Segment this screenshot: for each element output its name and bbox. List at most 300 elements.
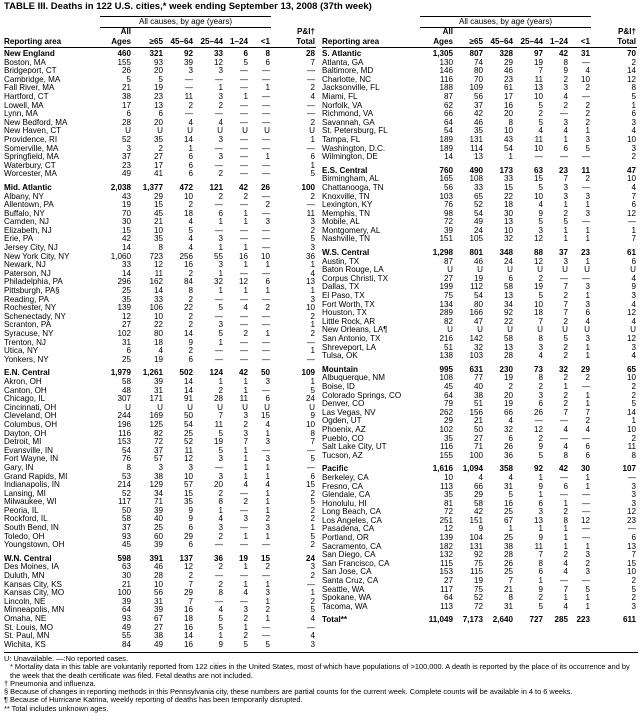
value-cell: 1 — [563, 525, 568, 534]
table-row — [322, 227, 637, 236]
value-cell: 2 — [563, 352, 568, 361]
reporting-area-cell: Akron, OH — [4, 377, 42, 386]
value-cell: 58 — [503, 335, 513, 343]
value-cell: 9 — [538, 443, 543, 452]
value-cell: 2 — [563, 292, 568, 301]
reporting-area-cell: Lowell, MA — [4, 101, 44, 110]
header-row-bottom — [322, 37, 637, 48]
value-cell: 40 — [473, 382, 483, 391]
value-cell: 3 — [538, 343, 543, 352]
value-cell: 4 — [265, 481, 271, 490]
value-cell: — — [261, 101, 271, 110]
value-cell: 3 — [310, 244, 316, 253]
value-cell: 131 — [469, 135, 483, 144]
value-cell: 52 — [473, 594, 483, 603]
value-cell: 4 — [563, 568, 568, 577]
table-row — [4, 473, 316, 482]
reporting-area-cell: Scranton, PA — [4, 321, 52, 330]
table-row — [322, 110, 637, 119]
value-cell: 97 — [533, 49, 543, 58]
value-cell: — — [306, 144, 316, 153]
value-cell: 16 — [238, 252, 248, 261]
total-value-cell: 727 — [529, 615, 543, 625]
reporting-area-cell: Baltimore, MD — [322, 67, 374, 76]
value-cell: 4 — [508, 417, 513, 426]
value-cell: 50 — [473, 425, 483, 434]
value-cell: 39 — [153, 377, 163, 386]
value-cell: — — [581, 274, 591, 283]
value-cell: 165 — [439, 175, 453, 184]
value-cell: 27 — [153, 153, 163, 162]
value-cell: — — [261, 572, 271, 581]
value-cell: 4 — [310, 269, 316, 278]
value-cell: 70 — [121, 209, 131, 218]
value-cell: 3 — [585, 192, 591, 201]
value-cell: 6 — [126, 110, 131, 119]
value-cell: U — [157, 403, 163, 412]
value-cell: 6 — [585, 451, 591, 460]
value-cell: 1 — [310, 261, 316, 270]
value-cell: 5 — [310, 606, 316, 615]
value-cell: 51 — [473, 400, 483, 409]
all-ages-header-top: All — [120, 27, 131, 37]
value-cell: 39 — [153, 541, 163, 550]
value-cell: 37 — [153, 446, 163, 455]
reporting-area-cell: San Francisco, CA — [322, 559, 390, 568]
value-cell: 33 — [473, 183, 483, 192]
table-row — [322, 119, 637, 128]
table-body-right — [322, 48, 637, 626]
table-row — [4, 507, 316, 516]
table-row — [4, 563, 316, 572]
all-ages-header-bottom: Ages — [420, 37, 454, 48]
table-row — [322, 93, 637, 102]
value-cell: 56 — [443, 183, 453, 192]
value-cell: 2 — [265, 563, 271, 572]
value-cell: 1 — [188, 144, 193, 153]
age-25-44-header: 25–44 — [194, 37, 224, 48]
reporting-area-cell: Yonkers, NY — [4, 355, 49, 364]
value-cell: 230 — [499, 364, 513, 374]
value-cell: 4 — [631, 317, 637, 326]
value-cell: 82 — [443, 317, 453, 326]
value-cell: 12 — [153, 261, 163, 270]
value-cell: 472 — [179, 182, 193, 192]
reporting-area-cell: Tampa, FL — [322, 135, 361, 144]
reporting-area-cell: Albuquerque, NM — [322, 374, 385, 383]
value-cell: 502 — [179, 368, 193, 378]
reporting-area-cell: Tulsa, OK — [322, 352, 358, 361]
value-cell: — — [581, 491, 591, 500]
region-row — [322, 247, 637, 258]
table-row — [322, 483, 637, 492]
value-cell: 30 — [581, 464, 591, 474]
value-cell: 3 — [631, 343, 637, 352]
value-cell: 55 — [213, 252, 223, 261]
value-cell: 113 — [440, 482, 453, 491]
reporting-area-cell: Buffalo, NY — [4, 209, 45, 218]
value-cell: 5 — [218, 429, 223, 438]
value-cell: 3 — [585, 335, 591, 343]
value-cell: 10 — [503, 127, 513, 136]
reporting-area-cell: Los Angeles, CA — [322, 516, 382, 525]
value-cell: 21 — [473, 417, 483, 426]
value-cell: 1 — [538, 577, 543, 586]
value-cell: 124 — [209, 368, 223, 378]
pi-header-bottom: Total — [591, 37, 637, 48]
value-cell: 5 — [585, 585, 591, 594]
value-cell: 2 — [310, 118, 316, 127]
value-cell: 103 — [469, 352, 483, 361]
table-row — [322, 551, 637, 560]
value-cell: 10 — [627, 374, 637, 383]
value-cell: 27 — [443, 577, 453, 586]
value-cell: U — [630, 326, 637, 335]
header-group-row — [322, 17, 637, 28]
footnote-total: ** Total includes unknown ages. — [4, 703, 109, 713]
value-cell: 52 — [121, 135, 131, 144]
value-cell: 2 — [218, 101, 223, 110]
value-cell: — — [261, 135, 271, 144]
value-cell: 7 — [631, 235, 637, 244]
value-cell: 16 — [503, 499, 513, 508]
value-cell: 2 — [538, 594, 543, 603]
value-cell: 63 — [533, 165, 543, 175]
reporting-area-cell: Boston, MA — [4, 58, 46, 67]
reporting-area-cell: Fall River, MA — [4, 84, 55, 93]
value-cell: 5 — [538, 183, 543, 192]
value-cell: 109 — [301, 368, 316, 378]
reporting-area-cell: San Diego, CA — [322, 551, 376, 560]
value-cell: 30 — [121, 218, 131, 227]
table-row — [4, 261, 316, 270]
table-row — [4, 356, 316, 365]
value-cell: 31 — [581, 49, 591, 58]
value-cell: 1 — [243, 532, 248, 541]
value-cell: 57 — [153, 455, 163, 464]
value-cell: 75 — [473, 585, 483, 594]
reporting-area-cell: Birmingham, AL — [322, 175, 380, 184]
value-cell: 107 — [622, 464, 637, 474]
value-cell: — — [261, 386, 271, 395]
value-cell: 64 — [443, 594, 453, 603]
value-cell: 189 — [439, 135, 453, 144]
value-cell: 7 — [188, 597, 193, 606]
reporting-area-cell: Springfield, MA — [4, 153, 59, 162]
value-cell: 92 — [473, 551, 483, 560]
value-cell: 72 — [473, 602, 483, 611]
reporting-area-cell: Utica, NY — [4, 347, 39, 356]
value-cell: 7 — [563, 585, 568, 594]
value-cell: 108 — [469, 175, 483, 184]
value-cell: — — [261, 541, 271, 550]
value-cell: 3 — [310, 295, 316, 304]
value-cell: 1 — [563, 542, 568, 551]
age-under-1-header: <1 — [569, 37, 591, 48]
value-cell: 2 — [310, 597, 316, 606]
value-cell: 9 — [538, 534, 543, 543]
value-cell: 19 — [533, 58, 543, 67]
value-cell: — — [261, 347, 271, 356]
reporting-area-cell: Memphis, TN — [322, 209, 370, 218]
value-cell: 47 — [627, 165, 637, 175]
reporting-area-cell: Lexington, KY — [322, 201, 373, 210]
value-cell: 169 — [149, 412, 163, 421]
value-cell: 4 — [188, 118, 193, 127]
value-cell: 38 — [153, 472, 163, 481]
table-row — [322, 560, 637, 569]
value-cell: 29 — [153, 192, 163, 201]
value-cell: 2 — [243, 420, 248, 429]
value-cell: 2 — [310, 312, 316, 321]
value-cell: 43 — [503, 135, 513, 144]
value-cell: — — [214, 144, 223, 153]
reporting-area-cell: Minneapolis, MN — [4, 606, 65, 615]
value-cell: 2 — [631, 434, 637, 443]
value-cell: 14 — [183, 135, 193, 144]
value-cell: 92 — [503, 309, 513, 318]
table-row — [322, 292, 637, 301]
value-cell: 52 — [473, 201, 483, 210]
value-cell: 17 — [503, 92, 513, 101]
value-cell: 4 — [631, 352, 637, 361]
value-cell: 3 — [243, 515, 248, 524]
table-row — [4, 287, 316, 296]
right-panel — [322, 16, 637, 625]
value-cell: 27 — [443, 274, 453, 283]
value-cell: 29 — [473, 491, 483, 500]
value-cell: 76 — [121, 455, 131, 464]
reporting-area-cell: San Jose, CA — [322, 568, 372, 577]
value-cell: — — [239, 101, 248, 110]
value-cell: 4 — [563, 443, 568, 452]
value-cell: 14 — [153, 287, 163, 296]
value-cell: — — [261, 632, 271, 641]
reporting-area-cell: Portland, OR — [322, 534, 369, 543]
value-cell: — — [184, 75, 193, 84]
value-cell: 116 — [118, 429, 131, 438]
table-row — [4, 170, 316, 179]
value-cell: 4 — [538, 127, 543, 136]
reporting-area-cell: Cleveland, OH — [4, 412, 57, 421]
value-cell: 38 — [473, 391, 483, 400]
value-cell: — — [214, 355, 223, 364]
value-cell: 39 — [183, 58, 193, 67]
value-cell: 27 — [153, 623, 163, 632]
value-cell: 1 — [265, 84, 271, 93]
value-cell: 12 — [183, 563, 193, 572]
value-cell: 76 — [443, 201, 453, 210]
table-row — [322, 210, 637, 219]
value-cell: 2 — [218, 580, 223, 589]
value-cell: U — [187, 403, 193, 412]
value-cell: — — [214, 572, 223, 581]
value-cell: 115 — [440, 559, 453, 568]
value-cell: 7 — [218, 412, 223, 421]
age-group-label: All causes, by age (years) — [100, 17, 271, 28]
table-row — [322, 218, 637, 227]
header-row-top — [4, 28, 316, 38]
reporting-area-cell: Toledo, OH — [4, 532, 45, 541]
value-cell: U — [537, 326, 543, 335]
value-cell: 51 — [443, 343, 453, 352]
table-row — [322, 266, 637, 275]
value-cell: 5 — [538, 602, 543, 611]
table-row — [4, 270, 316, 279]
value-cell: 117 — [440, 585, 453, 594]
reporting-area-cell: Albany, NY — [4, 192, 44, 201]
value-cell: 12 — [443, 525, 453, 534]
value-cell: 8 — [188, 287, 193, 296]
value-cell: 5 — [218, 623, 223, 632]
value-cell: 53 — [121, 472, 131, 481]
value-cell: 2 — [585, 559, 591, 568]
value-cell: 9 — [188, 338, 193, 347]
value-cell: 100 — [301, 182, 316, 192]
table-row — [4, 235, 316, 244]
value-cell: 12 — [627, 335, 637, 343]
value-cell: 47 — [473, 317, 483, 326]
reporting-area-header: Reporting area — [322, 37, 420, 48]
value-cell: — — [261, 446, 271, 455]
value-cell: — — [559, 274, 568, 283]
reporting-area-cell: S. Atlantic — [322, 49, 362, 58]
table-row — [4, 421, 316, 430]
value-cell: — — [261, 269, 271, 278]
value-cell: 2 — [188, 269, 193, 278]
value-cell: 2 — [563, 101, 568, 110]
reporting-area-cell: Savannah, GA — [322, 118, 375, 127]
value-cell: 6 — [631, 110, 637, 119]
value-cell: 5 — [218, 330, 223, 338]
total-value-cell: 2,640 — [492, 615, 513, 625]
value-cell: 1 — [243, 623, 248, 632]
table-row — [322, 452, 637, 461]
total-label: Total** — [322, 615, 348, 625]
reporting-area-cell: New York City, NY — [4, 252, 70, 261]
value-cell: 3 — [243, 412, 248, 421]
value-cell: — — [239, 201, 248, 210]
value-cell: 348 — [499, 248, 513, 258]
value-cell: 10 — [627, 175, 637, 184]
value-cell: 2 — [188, 347, 193, 356]
value-cell: 19 — [153, 355, 163, 364]
value-cell: 2 — [508, 382, 513, 391]
total-value-cell: 611 — [622, 615, 637, 625]
value-cell: 15 — [261, 412, 271, 421]
reporting-area-cell: Mid. Atlantic — [4, 182, 52, 192]
value-cell: 17 — [121, 101, 131, 110]
value-cell: 1 — [585, 602, 591, 611]
value-cell: 19 — [153, 84, 163, 93]
header-row-top — [322, 28, 637, 38]
value-cell: 7 — [243, 438, 248, 447]
value-cell: 42 — [558, 49, 568, 58]
reporting-area-cell: Corpus Christi, TX — [322, 274, 388, 283]
value-cell: 151 — [439, 235, 453, 244]
table-row — [4, 533, 316, 542]
value-cell: 2 — [218, 489, 223, 498]
value-cell: 3 — [563, 257, 568, 266]
value-cell: 5 — [538, 292, 543, 301]
reporting-area-cell: Gary, IN — [4, 463, 34, 472]
value-cell: 18 — [183, 209, 193, 218]
value-cell: — — [581, 508, 591, 517]
value-cell: 2 — [310, 489, 316, 498]
value-cell: 5 — [265, 640, 271, 649]
value-cell: 10 — [306, 304, 316, 313]
value-cell: 391 — [149, 553, 163, 563]
value-cell: 1,060 — [110, 252, 131, 261]
value-cell: 121 — [209, 182, 223, 192]
value-cell: 1 — [218, 218, 223, 227]
value-cell: — — [581, 382, 591, 391]
value-cell: 2 — [265, 515, 271, 524]
table-row — [4, 515, 316, 524]
total-value-cell: 285 — [554, 615, 568, 625]
value-cell: U — [562, 266, 568, 275]
value-cell: 28 — [153, 572, 163, 581]
reporting-area-cell: Hartford, CT — [4, 92, 49, 101]
value-cell: 112 — [470, 283, 483, 292]
value-cell: 62 — [443, 101, 453, 110]
value-cell: 46 — [503, 67, 513, 76]
value-cell: 2 — [563, 391, 568, 400]
value-cell: 34 — [503, 300, 513, 309]
value-cell: 3 — [188, 67, 193, 76]
value-cell: — — [306, 355, 316, 364]
table-row — [4, 581, 316, 590]
reporting-area-cell: New Orleans, LA¶ — [322, 326, 388, 335]
value-cell: U — [264, 127, 271, 136]
value-cell: 2 — [631, 58, 637, 67]
value-cell: 6 — [265, 58, 271, 67]
reporting-area-cell: Bridgeport, CT — [4, 67, 57, 76]
value-cell: 8 — [563, 451, 568, 460]
value-cell: 1 — [265, 330, 271, 338]
value-cell: — — [261, 338, 271, 347]
table-row — [322, 201, 637, 210]
value-cell: 15 — [503, 183, 513, 192]
value-cell: 9 — [310, 412, 316, 421]
value-cell: — — [261, 235, 271, 244]
value-cell: 38 — [503, 542, 513, 551]
value-cell: 13 — [533, 84, 543, 93]
value-cell: 18 — [533, 309, 543, 318]
value-cell: 3 — [631, 292, 637, 301]
value-cell: 24 — [473, 226, 483, 235]
value-cell: 2 — [218, 170, 223, 179]
value-cell: 71 — [153, 498, 163, 507]
table-row — [4, 330, 316, 339]
value-cell: 67 — [503, 516, 513, 525]
value-cell: 1 — [585, 594, 591, 603]
value-cell: 4 — [158, 347, 163, 356]
value-cell: 1 — [310, 524, 316, 533]
value-cell: 5 — [538, 451, 543, 460]
reporting-area-cell: Detroit, MI — [4, 438, 42, 447]
value-cell: 65 — [473, 192, 483, 201]
total-value-cell: 11,049 — [428, 615, 453, 625]
table-row — [4, 524, 316, 533]
value-cell: 18 — [183, 615, 193, 623]
value-cell: 34 — [153, 489, 163, 498]
value-cell: 19 — [121, 201, 131, 210]
value-cell: 7 — [538, 67, 543, 76]
value-cell: 5 — [218, 304, 223, 313]
value-cell: 64 — [443, 118, 453, 127]
value-cell: 64 — [121, 606, 131, 615]
